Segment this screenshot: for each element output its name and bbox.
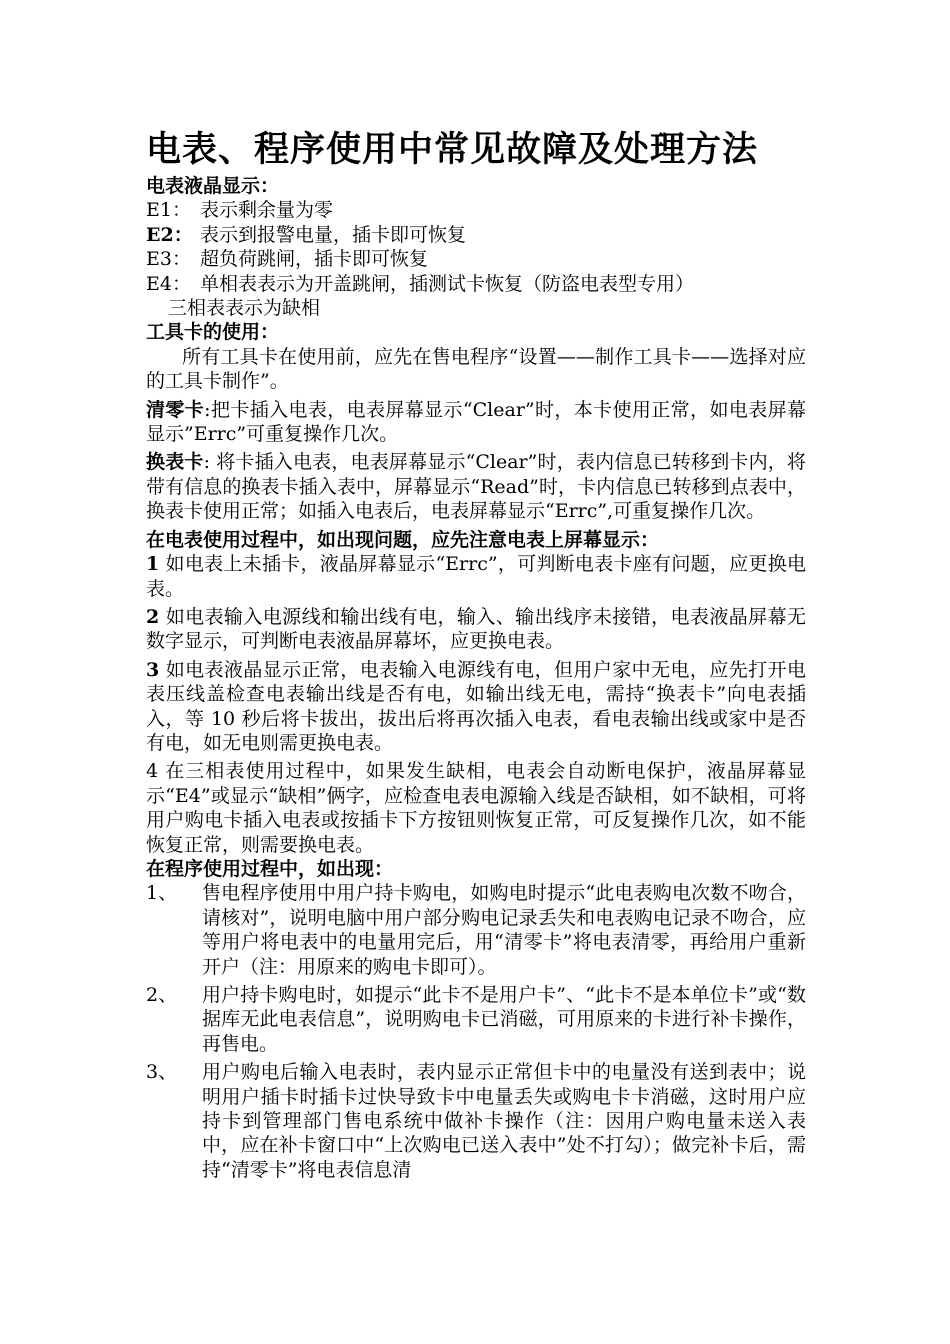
code-label: E4： bbox=[146, 272, 191, 295]
item-text: 用户持卡购电时，如提示“此卡不是用户卡”、“此卡不是本单位卡”或“数据库无此电表信息”，说明购电卡已消磁，可用原来的卡进行补卡操作，再售电。 bbox=[202, 984, 806, 1055]
code-label: E3： bbox=[146, 248, 191, 271]
code-text: 表示剩余量为零 bbox=[200, 199, 334, 222]
toolcard-intro: 所有工具卡在使用前，应先在售电程序“设置——制作工具卡——选择对应的工具卡制作”。 bbox=[146, 345, 806, 393]
item-number: 1、 bbox=[146, 882, 178, 905]
item-text: 在三相表使用过程中，如果发生缺相，电表会自动断电保护，液晶屏幕显示“E4”或显示“缺相”俩字，应检查电表电源输入线是否缺相，如不缺相，可将用户购电卡插入电表或按插卡下方按钮则恢复正常，可反复操作几次，如不能恢复正常，则需要换电表。 bbox=[146, 760, 806, 856]
code-text: 单相表表示为开盖跳闸，插测试卡恢复（防盗电表型专用） bbox=[200, 272, 695, 295]
item-number: 3、 bbox=[146, 1061, 178, 1084]
document-page bbox=[146, 128, 806, 1182]
code-label: E1： bbox=[146, 199, 191, 222]
clear-card-label: 清零卡 bbox=[146, 398, 205, 421]
clear-card-paragraph bbox=[146, 398, 806, 447]
meter-usage-item bbox=[146, 759, 806, 857]
item-number: 4 bbox=[146, 760, 159, 783]
item-text: 如电表上未插卡，液晶屏幕显示“Errc”，可判断电表卡座有问题，应更换电表。 bbox=[146, 553, 806, 600]
lcd-code-e3 bbox=[146, 247, 806, 271]
item-text: 售电程序使用中用户持卡购电，如购电时提示“此电表购电次数不吻合，请核对”，说明电脑中用户部分购电记录丢失和电表购电记录不吻合，应等用户将电表中的电量用完后，用“清零卡”将电表清零，再给用户重新开户（注：用原来的购电卡即可）。 bbox=[202, 882, 806, 978]
lcd-code-e1 bbox=[146, 198, 806, 222]
lcd-code-e2 bbox=[146, 223, 806, 247]
clear-card-text: :把卡插入电表，电表屏幕显示“Clear”时，本卡使用正常，如电表屏幕显示”Errc”可重复操作几次。 bbox=[146, 398, 806, 446]
meter-usage-heading: 在电表使用过程中，如出现问题，应先注意电表上屏幕显示： bbox=[146, 528, 660, 551]
code-text: 超负荷跳闸，插卡即可恢复 bbox=[200, 248, 429, 271]
lcd-heading: 电表液晶显示： bbox=[146, 175, 280, 197]
item-text: 用户购电后输入电表时，表内显示正常但卡中的电量没有送到表中；说明用户插卡时插卡过快导致卡中电量丢失或购电卡卡消磁，这时用户应持卡到管理部门售电系统中做补卡操作（注：因用户购电量未送入表中，应在补卡窗口中“上次购电已送入表中”处不打勾）；做完补卡后，需持“清零卡”将电表信息清 bbox=[202, 1061, 806, 1181]
program-usage-item bbox=[146, 983, 806, 1056]
meter-usage-item bbox=[146, 605, 806, 654]
program-usage-item bbox=[146, 1060, 806, 1182]
swap-card-text: : 将卡插入电表，电表屏幕显示“Clear”时，表内信息已转移到卡内，将带有信息的换表卡插入表中，屏幕显示“Read”时，卡内信息已转移到点表中，换表卡使用正常；如插入电表后，电表屏幕显示“Errc”,可重复操作几次。 bbox=[146, 451, 806, 523]
swap-card-label: 换表卡 bbox=[146, 451, 204, 474]
item-number: 2、 bbox=[146, 984, 178, 1006]
lcd-code-e4 bbox=[146, 272, 806, 296]
code-label: E2： bbox=[146, 223, 193, 246]
page-title: 电表、程序使用中常见故障及处理方法 bbox=[146, 129, 759, 170]
lcd-e4-extra: 三相表表示为缺相 bbox=[168, 297, 321, 320]
item-number: 1 bbox=[146, 553, 160, 576]
code-text: 表示到报警电量，插卡即可恢复 bbox=[200, 223, 467, 246]
program-usage-item bbox=[146, 881, 806, 979]
toolcard-heading: 工具卡的使用： bbox=[146, 321, 280, 344]
item-number: 3 bbox=[146, 658, 160, 681]
program-usage-heading: 在程序使用过程中，如出现： bbox=[146, 857, 394, 880]
item-number: 2 bbox=[146, 605, 160, 628]
meter-usage-item bbox=[146, 552, 806, 601]
item-text: 如电表液晶显示正常，电表输入电源线有电，但用户家中无电，应先打开电表压线盖检查电表输出线是否有电，如输出线无电，需持“换表卡”向电表插入，等 10 秒后将卡拔出，拔出后将再次插入电表，看电表输出线或家中是否有电，如无电则需更换电表。 bbox=[146, 658, 806, 754]
meter-usage-item bbox=[146, 658, 806, 756]
item-text: 如电表输入电源线和输出线有电，输入、输出线序未接错，电表液晶屏幕无数字显示，可判断电表液晶屏幕坏，应更换电表。 bbox=[146, 605, 806, 653]
swap-card-paragraph bbox=[146, 450, 806, 523]
